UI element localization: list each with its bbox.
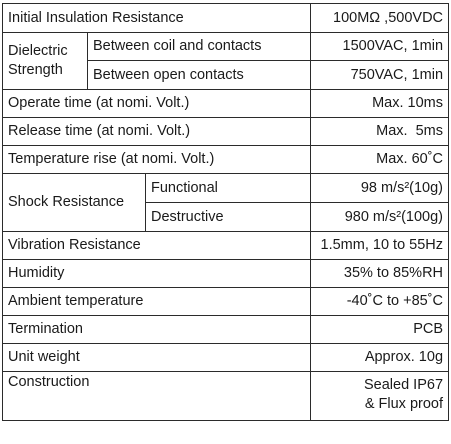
operate-time-label: Operate time (at nomi. Volt.) [3, 90, 311, 118]
row-release-time [3, 118, 449, 146]
row-humidity [3, 260, 449, 288]
row-vibration [3, 232, 449, 260]
shock-destructive-value: 980 m/s²(100g) [311, 203, 449, 232]
vibration-label: Vibration Resistance [3, 232, 311, 260]
shock-destructive-label: Destructive [146, 203, 311, 232]
construction-value-line2: & Flux proof [364, 396, 444, 412]
termination-value: PCB [311, 316, 449, 344]
row-shock-functional [3, 174, 449, 203]
humidity-label: Humidity [3, 260, 311, 288]
dielectric-label-line1: Dielectric [8, 43, 68, 59]
ambient-temperature-label: Ambient temperature [3, 288, 311, 316]
row-ambient-temperature [3, 288, 449, 316]
insulation-value: 100MΩ ,500VDC [311, 4, 449, 33]
unit-weight-label: Unit weight [3, 344, 311, 372]
dielectric-coil-value: 1500VAC, 1min [311, 33, 449, 61]
vibration-value: 1.5mm, 10 to 55Hz [311, 232, 449, 260]
shock-functional-label: Functional [146, 174, 311, 203]
dielectric-open-value: 750VAC, 1min [311, 61, 449, 90]
release-time-value: Max. 5ms [311, 118, 449, 146]
construction-value-line1: Sealed IP67 [364, 377, 444, 393]
row-construction [3, 372, 449, 421]
row-temperature-rise [3, 146, 449, 174]
row-unit-weight [3, 344, 449, 372]
temperature-rise-value: Max. 60˚C [311, 146, 449, 174]
termination-label: Termination [3, 316, 311, 344]
construction-label: Construction [3, 372, 311, 421]
construction-value [311, 372, 449, 421]
humidity-value: 35% to 85%RH [311, 260, 449, 288]
unit-weight-value: Approx. 10g [311, 344, 449, 372]
release-time-label: Release time (at nomi. Volt.) [3, 118, 311, 146]
dielectric-label-line2: Strength [8, 62, 63, 78]
row-insulation [3, 4, 449, 33]
row-operate-time [3, 90, 449, 118]
shock-resistance-label: Shock Resistance [3, 174, 146, 232]
dielectric-open-label: Between open contacts [88, 61, 311, 90]
row-termination [3, 316, 449, 344]
shock-functional-value: 98 m/s²(10g) [311, 174, 449, 203]
dielectric-coil-label: Between coil and contacts [88, 33, 311, 61]
row-dielectric-coil [3, 33, 449, 61]
temperature-rise-label: Temperature rise (at nomi. Volt.) [3, 146, 311, 174]
insulation-label: Initial Insulation Resistance [3, 4, 311, 33]
specifications-table [2, 3, 449, 421]
operate-time-value: Max. 10ms [311, 90, 449, 118]
ambient-temperature-value: -40˚C to +85˚C [311, 288, 449, 316]
dielectric-strength-label [3, 33, 88, 90]
